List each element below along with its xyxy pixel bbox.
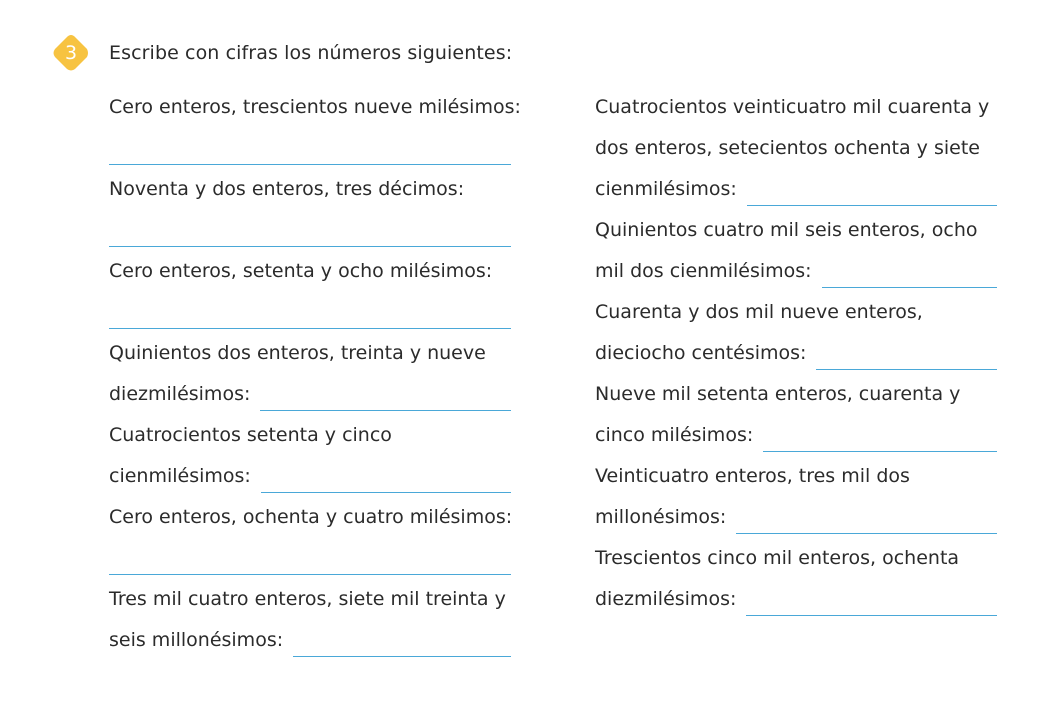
prompt-text: diezmilésimos: — [595, 588, 737, 610]
prompt-line — [109, 374, 511, 415]
answer-blank[interactable] — [260, 410, 511, 411]
answer-blank[interactable] — [763, 451, 997, 452]
prompt-line — [109, 169, 511, 210]
prompt-text: dos enteros, setecientos ochenta y siete — [595, 137, 980, 159]
prompt-line — [595, 128, 997, 169]
answer-line — [109, 574, 511, 575]
answer-blank[interactable] — [109, 128, 511, 169]
exercise-item — [595, 292, 997, 374]
prompt-text: Cuatrocientos veinticuatro mil cuarenta y — [595, 96, 990, 118]
prompt-text: cienmilésimos: — [595, 178, 737, 200]
exercise-item — [109, 169, 511, 251]
prompt-line — [109, 87, 521, 128]
exercise-item — [109, 251, 511, 333]
answer-blank[interactable] — [293, 656, 511, 657]
prompt-line — [595, 415, 997, 456]
exercise-number-badge — [51, 33, 91, 73]
exercise-item — [595, 87, 997, 210]
prompt-line — [595, 579, 997, 620]
answer-blank[interactable] — [746, 615, 997, 616]
answer-line — [109, 164, 511, 165]
prompt-line — [595, 292, 997, 333]
exercise-item — [109, 497, 511, 579]
answer-line — [109, 328, 511, 329]
prompt-text: cinco milésimos: — [595, 424, 754, 446]
prompt-line — [595, 456, 997, 497]
answer-blank[interactable] — [109, 538, 511, 579]
exercise-instruction: Escribe con cifras los números siguientes: — [109, 42, 513, 64]
prompt-text: Quinientos dos enteros, treinta y nueve — [109, 342, 486, 364]
prompt-text: Nueve mil setenta enteros, cuarenta y — [595, 383, 961, 405]
prompt-line — [595, 210, 997, 251]
prompt-text: Cero enteros, setenta y ocho milésimos: — [109, 260, 493, 282]
prompt-line — [109, 456, 511, 497]
prompt-text: diezmilésimos: — [109, 383, 251, 405]
prompt-text: Cero enteros, trescientos nueve milésimos: — [109, 96, 521, 118]
prompt-line — [595, 333, 997, 374]
answer-blank[interactable] — [109, 292, 511, 333]
exercise-number: 3 — [64, 42, 78, 64]
prompt-text: Noventa y dos enteros, tres décimos: — [109, 178, 465, 200]
prompt-line — [595, 87, 997, 128]
prompt-text: cienmilésimos: — [109, 465, 251, 487]
exercise-item — [109, 579, 511, 661]
answer-blank[interactable] — [736, 533, 997, 534]
answer-blank[interactable] — [747, 205, 997, 206]
answer-blank[interactable] — [822, 287, 997, 288]
exercise-item — [109, 333, 511, 415]
prompt-line — [109, 620, 511, 661]
prompt-line — [595, 538, 997, 579]
prompt-text: Tres mil cuatro enteros, siete mil treinta y — [109, 588, 506, 610]
exercise-item — [595, 538, 997, 620]
answer-blank[interactable] — [109, 210, 511, 251]
prompt-line — [595, 251, 997, 292]
prompt-text: Trescientos cinco mil enteros, ochenta — [595, 547, 960, 569]
prompt-text: Cero enteros, ochenta y cuatro milésimos: — [109, 506, 513, 528]
exercise-item — [595, 210, 997, 292]
exercise-item — [595, 456, 997, 538]
prompt-text: Cuatrocientos setenta y cinco — [109, 424, 392, 446]
prompt-line — [109, 415, 511, 456]
prompt-text: Cuarenta y dos mil nueve enteros, — [595, 301, 923, 323]
prompt-line — [109, 251, 511, 292]
prompt-text: mil dos cienmilésimos: — [595, 260, 812, 282]
exercise-item — [109, 415, 511, 497]
prompt-text: millonésimos: — [595, 506, 727, 528]
prompt-line — [595, 169, 997, 210]
right-column — [595, 87, 997, 620]
prompt-text: Quinientos cuatro mil seis enteros, ocho — [595, 219, 978, 241]
prompt-text: dieciocho centésimos: — [595, 342, 807, 364]
exercise-item — [109, 87, 521, 169]
prompt-line — [595, 497, 997, 538]
prompt-text: seis millonésimos: — [109, 629, 284, 651]
answer-line — [109, 246, 511, 247]
answer-blank[interactable] — [261, 492, 511, 493]
prompt-line — [109, 497, 511, 538]
prompt-line — [109, 579, 511, 620]
prompt-line — [595, 374, 997, 415]
exercise-item — [595, 374, 997, 456]
prompt-text: Veinticuatro enteros, tres mil dos — [595, 465, 910, 487]
prompt-line — [109, 333, 511, 374]
left-column — [109, 87, 521, 661]
answer-blank[interactable] — [816, 369, 997, 370]
